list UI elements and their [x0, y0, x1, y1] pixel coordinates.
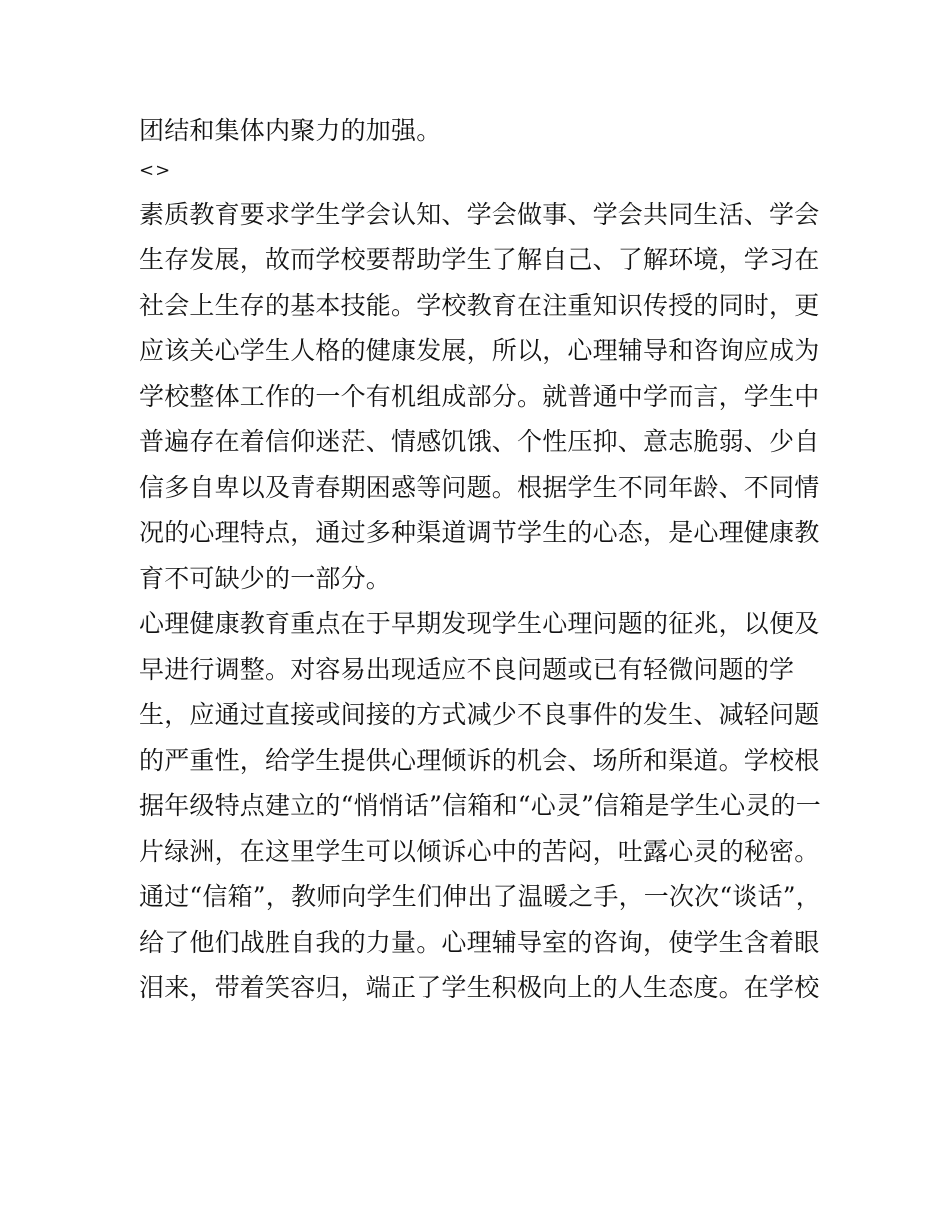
text-line: 的严重性，给学生提供心理倾诉的机会、场所和渠道。学校根 — [139, 745, 820, 775]
text-line: 早进行调整。对容易出现适应不良问题或已有轻微问题的学 — [139, 654, 795, 684]
text-line: 普遍存在着信仰迷茫、情感饥饿、个性压抑、意志脆弱、少自 — [139, 427, 820, 456]
text-line: 育不可缺少的一部分。 — [139, 563, 392, 593]
text-line: 生存发展，故而学校要帮助学生了解自己、了解环境，学习在 — [139, 245, 820, 274]
text-line: 信多自卑以及青春期困惑等问题。根据学生不同年龄、不同情 — [139, 472, 820, 502]
text-line: 片绿洲，在这里学生可以倾诉心中的苦闷，吐露心灵的秘密。 — [139, 836, 820, 866]
text-line: 泪来，带着笑容归，端正了学生积极向上的人生态度。在学校 — [139, 973, 820, 1002]
text-line: 心理健康教育重点在于早期发现学生心理问题的征兆，以便及 — [139, 609, 820, 638]
text-line: 社会上生存的基本技能。学校教育在注重知识传授的同时，更 — [139, 290, 820, 320]
text-line: 学校整体工作的一个有机组成部分。就普通中学而言，学生中 — [139, 381, 820, 411]
text-line: 通过“信箱”，教师向学生们伸出了温暖之手，一次次“谈话”， — [139, 882, 821, 911]
text-line: 况的心理特点，通过多种渠道调节学生的心态，是心理健康教 — [139, 518, 820, 547]
text-line: 给了他们战胜自我的力量。心理辅导室的咨询，使学生含着眼 — [139, 927, 820, 957]
text-line: 生，应通过直接或间接的方式减少不良事件的发生、减轻问题 — [139, 700, 820, 729]
section-marker: <> — [139, 159, 172, 181]
document-body — [139, 108, 829, 1011]
text-line: 素质教育要求学生学会认知、学会做事、学会共同生活、学会 — [139, 199, 820, 229]
text-line: 团结和集体内聚力的加强。 — [139, 116, 442, 145]
text-line: 据年级特点建立的“悄悄话”信箱和“心灵”信箱是学生心灵的一 — [139, 791, 821, 820]
text-line: 应该关心学生人格的健康发展，所以，心理辅导和咨询应成为 — [139, 336, 820, 365]
